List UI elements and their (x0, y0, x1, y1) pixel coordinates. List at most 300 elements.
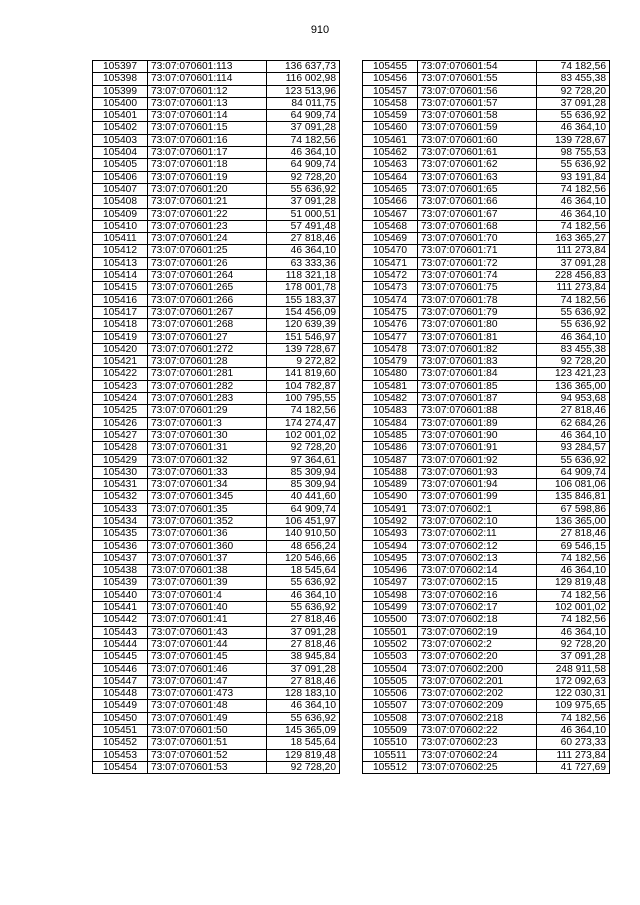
cadastral-number: 73:07:070601:113 (148, 61, 267, 73)
left-register-table (92, 60, 340, 774)
cadastral-number: 73:07:070602:14 (418, 565, 537, 577)
table-row (363, 171, 610, 183)
row-number: 105422 (93, 368, 148, 380)
row-number: 105444 (93, 638, 148, 650)
table-row (93, 356, 340, 368)
cadastral-value: 64 909,74 (537, 466, 610, 478)
cadastral-value: 46 364,10 (537, 122, 610, 134)
table-row (93, 626, 340, 638)
table-row (93, 270, 340, 282)
table-row (93, 61, 340, 73)
table-row (93, 725, 340, 737)
cadastral-value: 136 637,73 (267, 61, 340, 73)
row-number: 105464 (363, 171, 418, 183)
table-row (93, 503, 340, 515)
cadastral-value: 129 819,48 (537, 577, 610, 589)
table-row (363, 331, 610, 343)
row-number: 105498 (363, 589, 418, 601)
table-row (363, 577, 610, 589)
row-number: 105503 (363, 651, 418, 663)
cadastral-number: 73:07:070601:30 (148, 429, 267, 441)
cadastral-number: 73:07:070601:4 (148, 589, 267, 601)
table-row (93, 282, 340, 294)
table-row (363, 528, 610, 540)
row-number: 105430 (93, 466, 148, 478)
cadastral-value: 27 818,46 (537, 528, 610, 540)
table-row (93, 417, 340, 429)
cadastral-value: 74 182,56 (537, 183, 610, 195)
row-number: 105461 (363, 134, 418, 146)
cadastral-number: 73:07:070602:11 (418, 528, 537, 540)
cadastral-number: 73:07:070601:28 (148, 356, 267, 368)
right-register-table (362, 60, 610, 774)
row-number: 105462 (363, 147, 418, 159)
table-row (93, 245, 340, 257)
cadastral-number: 73:07:070601:283 (148, 393, 267, 405)
cadastral-number: 73:07:070601:352 (148, 515, 267, 527)
cadastral-number: 73:07:070601:14 (148, 110, 267, 122)
row-number: 105443 (93, 626, 148, 638)
cadastral-number: 73:07:070601:266 (148, 294, 267, 306)
table-row (93, 540, 340, 552)
row-number: 105455 (363, 61, 418, 73)
table-row (93, 183, 340, 195)
cadastral-number: 73:07:070601:71 (418, 245, 537, 257)
cadastral-value: 46 364,10 (267, 245, 340, 257)
cadastral-value: 128 183,10 (267, 688, 340, 700)
row-number: 105427 (93, 429, 148, 441)
cadastral-number: 73:07:070601:33 (148, 466, 267, 478)
cadastral-value: 106 081,06 (537, 479, 610, 491)
table-row (363, 147, 610, 159)
cadastral-number: 73:07:070601:55 (418, 73, 537, 85)
row-number: 105432 (93, 491, 148, 503)
row-number: 105451 (93, 725, 148, 737)
cadastral-number: 73:07:070601:94 (418, 479, 537, 491)
cadastral-number: 73:07:070601:473 (148, 688, 267, 700)
cadastral-number: 73:07:070601:41 (148, 614, 267, 626)
cadastral-value: 163 365,27 (537, 233, 610, 245)
cadastral-number: 73:07:070601:44 (148, 638, 267, 650)
cadastral-value: 123 513,96 (267, 85, 340, 97)
cadastral-number: 73:07:070601:68 (418, 220, 537, 232)
table-row (363, 589, 610, 601)
cadastral-value: 111 273,84 (537, 282, 610, 294)
cadastral-number: 73:07:070601:29 (148, 405, 267, 417)
cadastral-value: 37 091,28 (537, 97, 610, 109)
row-number: 105479 (363, 356, 418, 368)
cadastral-value: 55 636,92 (537, 306, 610, 318)
table-row (93, 442, 340, 454)
cadastral-number: 73:07:070601:265 (148, 282, 267, 294)
table-row (93, 97, 340, 109)
cadastral-value: 145 365,09 (267, 725, 340, 737)
cadastral-number: 73:07:070601:80 (418, 319, 537, 331)
table-row (93, 454, 340, 466)
table-row (363, 233, 610, 245)
row-number: 105438 (93, 565, 148, 577)
cadastral-number: 73:07:070602:19 (418, 626, 537, 638)
table-row (93, 393, 340, 405)
cadastral-number: 73:07:070601:15 (148, 122, 267, 134)
cadastral-number: 73:07:070601:45 (148, 651, 267, 663)
table-row (93, 134, 340, 146)
row-number: 105410 (93, 220, 148, 232)
cadastral-number: 73:07:070601:47 (148, 675, 267, 687)
row-number: 105413 (93, 257, 148, 269)
cadastral-value: 37 091,28 (267, 663, 340, 675)
cadastral-number: 73:07:070601:92 (418, 454, 537, 466)
table-row (363, 651, 610, 663)
cadastral-number: 73:07:070601:83 (418, 356, 537, 368)
cadastral-number: 73:07:070601:67 (418, 208, 537, 220)
cadastral-number: 73:07:070601:84 (418, 368, 537, 380)
cadastral-value: 102 001,02 (537, 602, 610, 614)
table-row (93, 614, 340, 626)
cadastral-value: 27 818,46 (267, 614, 340, 626)
row-number: 105426 (93, 417, 148, 429)
cadastral-value: 141 819,60 (267, 368, 340, 380)
cadastral-value: 139 728,67 (267, 343, 340, 355)
row-number: 105481 (363, 380, 418, 392)
cadastral-value: 74 182,56 (267, 134, 340, 146)
cadastral-value: 74 182,56 (537, 712, 610, 724)
table-row (363, 700, 610, 712)
row-number: 105469 (363, 233, 418, 245)
row-number: 105488 (363, 466, 418, 478)
table-row (363, 688, 610, 700)
cadastral-value: 120 546,66 (267, 552, 340, 564)
cadastral-number: 73:07:070602:25 (418, 761, 537, 773)
cadastral-value: 27 818,46 (537, 405, 610, 417)
cadastral-value: 104 782,87 (267, 380, 340, 392)
table-row (93, 405, 340, 417)
cadastral-number: 73:07:070601:24 (148, 233, 267, 245)
table-row (93, 589, 340, 601)
table-row (363, 257, 610, 269)
cadastral-number: 73:07:070601:54 (418, 61, 537, 73)
cadastral-number: 73:07:070601:267 (148, 306, 267, 318)
cadastral-value: 64 909,74 (267, 110, 340, 122)
cadastral-value: 37 091,28 (267, 196, 340, 208)
cadastral-value: 120 639,39 (267, 319, 340, 331)
row-number: 105465 (363, 183, 418, 195)
row-number: 105397 (93, 61, 148, 73)
cadastral-number: 73:07:070602:13 (418, 552, 537, 564)
cadastral-number: 73:07:070602:202 (418, 688, 537, 700)
cadastral-value: 172 092,63 (537, 675, 610, 687)
table-row (93, 737, 340, 749)
cadastral-value: 46 364,10 (267, 589, 340, 601)
cadastral-value: 18 545,64 (267, 737, 340, 749)
row-number: 105490 (363, 491, 418, 503)
cadastral-value: 46 364,10 (267, 700, 340, 712)
row-number: 105453 (93, 749, 148, 761)
row-number: 105407 (93, 183, 148, 195)
row-number: 105480 (363, 368, 418, 380)
cadastral-number: 73:07:070601:20 (148, 183, 267, 195)
cadastral-number: 73:07:070601:40 (148, 602, 267, 614)
table-row (93, 552, 340, 564)
table-row (93, 368, 340, 380)
row-number: 105431 (93, 479, 148, 491)
table-row (363, 85, 610, 97)
row-number: 105458 (363, 97, 418, 109)
table-row (363, 405, 610, 417)
cadastral-value: 155 183,37 (267, 294, 340, 306)
cadastral-value: 84 011,75 (267, 97, 340, 109)
cadastral-value: 151 546,97 (267, 331, 340, 343)
table-row (363, 429, 610, 441)
cadastral-value: 129 819,48 (267, 749, 340, 761)
row-number: 105495 (363, 552, 418, 564)
table-row (93, 466, 340, 478)
cadastral-number: 73:07:070601:282 (148, 380, 267, 392)
cadastral-number: 73:07:070601:360 (148, 540, 267, 552)
table-row (93, 331, 340, 343)
row-number: 105398 (93, 73, 148, 85)
table-row (363, 749, 610, 761)
row-number: 105411 (93, 233, 148, 245)
table-row (363, 356, 610, 368)
table-row (93, 528, 340, 540)
cadastral-number: 73:07:070602:20 (418, 651, 537, 663)
table-row (93, 380, 340, 392)
cadastral-value: 118 321,18 (267, 270, 340, 282)
cadastral-number: 73:07:070602:18 (418, 614, 537, 626)
cadastral-number: 73:07:070601:19 (148, 171, 267, 183)
row-number: 105496 (363, 565, 418, 577)
cadastral-number: 73:07:070602:12 (418, 540, 537, 552)
row-number: 105472 (363, 270, 418, 282)
cadastral-value: 178 001,78 (267, 282, 340, 294)
table-row (363, 552, 610, 564)
cadastral-number: 73:07:070602:15 (418, 577, 537, 589)
cadastral-value: 37 091,28 (537, 257, 610, 269)
row-number: 105470 (363, 245, 418, 257)
row-number: 105473 (363, 282, 418, 294)
cadastral-value: 98 755,53 (537, 147, 610, 159)
cadastral-number: 73:07:070601:34 (148, 479, 267, 491)
row-number: 105477 (363, 331, 418, 343)
cadastral-value: 100 795,55 (267, 393, 340, 405)
row-number: 105476 (363, 319, 418, 331)
cadastral-value: 92 728,20 (267, 171, 340, 183)
table-row (363, 134, 610, 146)
cadastral-number: 73:07:070601:50 (148, 725, 267, 737)
table-row (93, 651, 340, 663)
table-row (363, 208, 610, 220)
row-number: 105478 (363, 343, 418, 355)
cadastral-number: 73:07:070601:65 (418, 183, 537, 195)
row-number: 105511 (363, 749, 418, 761)
table-row (93, 220, 340, 232)
row-number: 105408 (93, 196, 148, 208)
table-row (93, 479, 340, 491)
table-row (363, 294, 610, 306)
cadastral-value: 46 364,10 (537, 626, 610, 638)
table-row (363, 306, 610, 318)
row-number: 105501 (363, 626, 418, 638)
row-number: 105437 (93, 552, 148, 564)
cadastral-value: 136 365,00 (537, 380, 610, 392)
cadastral-number: 73:07:070601:88 (418, 405, 537, 417)
cadastral-number: 73:07:070601:18 (148, 159, 267, 171)
table-row (363, 466, 610, 478)
row-number: 105416 (93, 294, 148, 306)
row-number: 105457 (363, 85, 418, 97)
cadastral-number: 73:07:070601:27 (148, 331, 267, 343)
cadastral-value: 92 728,20 (537, 356, 610, 368)
table-row (363, 712, 610, 724)
cadastral-value: 74 182,56 (537, 614, 610, 626)
cadastral-value: 74 182,56 (537, 552, 610, 564)
row-number: 105401 (93, 110, 148, 122)
row-number: 105442 (93, 614, 148, 626)
row-number: 105450 (93, 712, 148, 724)
table-row (93, 294, 340, 306)
cadastral-value: 94 953,68 (537, 393, 610, 405)
cadastral-number: 73:07:070602:218 (418, 712, 537, 724)
table-row (363, 417, 610, 429)
cadastral-number: 73:07:070601:52 (148, 749, 267, 761)
cadastral-value: 64 909,74 (267, 503, 340, 515)
cadastral-number: 73:07:070601:37 (148, 552, 267, 564)
row-number: 105505 (363, 675, 418, 687)
row-number: 105482 (363, 393, 418, 405)
cadastral-number: 73:07:070601:16 (148, 134, 267, 146)
cadastral-value: 92 728,20 (267, 442, 340, 454)
cadastral-value: 55 636,92 (537, 319, 610, 331)
cadastral-number: 73:07:070601:32 (148, 454, 267, 466)
row-number: 105507 (363, 700, 418, 712)
cadastral-number: 73:07:070601:264 (148, 270, 267, 282)
row-number: 105420 (93, 343, 148, 355)
cadastral-value: 46 364,10 (537, 725, 610, 737)
cadastral-number: 73:07:070601:36 (148, 528, 267, 540)
cadastral-number: 73:07:070601:31 (148, 442, 267, 454)
cadastral-value: 46 364,10 (537, 429, 610, 441)
cadastral-value: 37 091,28 (267, 626, 340, 638)
row-number: 105459 (363, 110, 418, 122)
row-number: 105440 (93, 589, 148, 601)
cadastral-value: 37 091,28 (267, 122, 340, 134)
row-number: 105510 (363, 737, 418, 749)
cadastral-value: 27 818,46 (267, 638, 340, 650)
row-number: 105456 (363, 73, 418, 85)
table-row (93, 171, 340, 183)
table-row (363, 725, 610, 737)
row-number: 105512 (363, 761, 418, 773)
cadastral-number: 73:07:070601:85 (418, 380, 537, 392)
cadastral-number: 73:07:070601:49 (148, 712, 267, 724)
right-table-body (363, 61, 610, 774)
cadastral-value: 85 309,94 (267, 479, 340, 491)
table-row (363, 380, 610, 392)
table-row (363, 761, 610, 773)
table-row (363, 540, 610, 552)
cadastral-value: 92 728,20 (537, 638, 610, 650)
row-number: 105439 (93, 577, 148, 589)
cadastral-value: 48 656,24 (267, 540, 340, 552)
cadastral-number: 73:07:070601:25 (148, 245, 267, 257)
cadastral-number: 73:07:070602:1 (418, 503, 537, 515)
cadastral-value: 27 818,46 (267, 675, 340, 687)
cadastral-number: 73:07:070601:89 (418, 417, 537, 429)
row-number: 105448 (93, 688, 148, 700)
cadastral-value: 123 421,23 (537, 368, 610, 380)
cadastral-value: 55 636,92 (537, 159, 610, 171)
table-row (93, 700, 340, 712)
row-number: 105502 (363, 638, 418, 650)
table-row (93, 110, 340, 122)
cadastral-value: 109 975,65 (537, 700, 610, 712)
table-row (93, 602, 340, 614)
table-row (93, 712, 340, 724)
cadastral-value: 106 451,97 (267, 515, 340, 527)
row-number: 105429 (93, 454, 148, 466)
cadastral-value: 55 636,92 (267, 602, 340, 614)
cadastral-value: 38 945,84 (267, 651, 340, 663)
cadastral-value: 74 182,56 (537, 61, 610, 73)
cadastral-number: 73:07:070601:38 (148, 565, 267, 577)
cadastral-value: 60 273,33 (537, 737, 610, 749)
cadastral-number: 73:07:070601:56 (418, 85, 537, 97)
row-number: 105493 (363, 528, 418, 540)
table-row (363, 454, 610, 466)
cadastral-value: 55 636,92 (537, 110, 610, 122)
table-row (363, 675, 610, 687)
table-row (363, 220, 610, 232)
table-row (93, 663, 340, 675)
cadastral-value: 55 636,92 (267, 183, 340, 195)
row-number: 105508 (363, 712, 418, 724)
table-row (93, 85, 340, 97)
cadastral-number: 73:07:070601:57 (418, 97, 537, 109)
cadastral-value: 111 273,84 (537, 245, 610, 257)
cadastral-number: 73:07:070601:35 (148, 503, 267, 515)
cadastral-value: 154 456,09 (267, 306, 340, 318)
cadastral-number: 73:07:070602:22 (418, 725, 537, 737)
cadastral-number: 73:07:070601:13 (148, 97, 267, 109)
cadastral-value: 140 910,50 (267, 528, 340, 540)
cadastral-value: 18 545,64 (267, 565, 340, 577)
cadastral-value: 122 030,31 (537, 688, 610, 700)
table-row (363, 122, 610, 134)
row-number: 105405 (93, 159, 148, 171)
table-row (363, 626, 610, 638)
cadastral-value: 57 491,48 (267, 220, 340, 232)
left-table-body (93, 61, 340, 774)
cadastral-value: 174 274,47 (267, 417, 340, 429)
row-number: 105497 (363, 577, 418, 589)
table-row (93, 565, 340, 577)
table-row (93, 688, 340, 700)
row-number: 105414 (93, 270, 148, 282)
cadastral-value: 92 728,20 (267, 761, 340, 773)
cadastral-number: 73:07:070601:48 (148, 700, 267, 712)
table-row (363, 61, 610, 73)
cadastral-value: 46 364,10 (537, 196, 610, 208)
table-row (363, 479, 610, 491)
cadastral-value: 67 598,86 (537, 503, 610, 515)
cadastral-value: 85 309,94 (267, 466, 340, 478)
cadastral-value: 40 441,60 (267, 491, 340, 503)
table-row (363, 503, 610, 515)
cadastral-value: 111 273,84 (537, 749, 610, 761)
cadastral-value: 74 182,56 (537, 294, 610, 306)
row-number: 105484 (363, 417, 418, 429)
